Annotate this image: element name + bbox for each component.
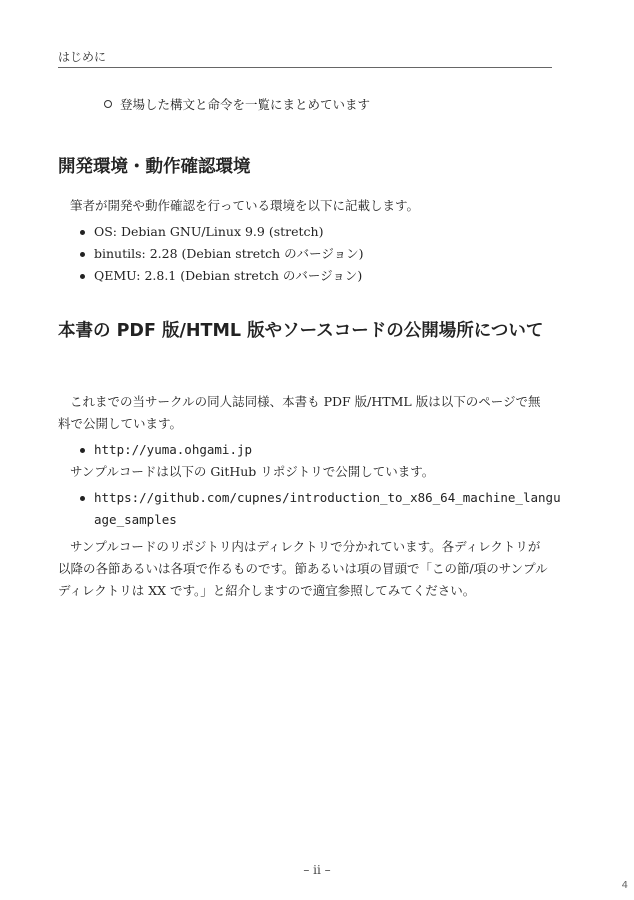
page-number: – ii – [303,863,331,877]
homepage-link[interactable]: http://yuma.ohgami.jp [58,439,252,461]
hollow-bullet-icon [104,100,112,108]
intro-sub-item [104,95,370,113]
running-header: はじめに [58,50,107,64]
pdf-section-heading: 本書の PDF 版/HTML 版やソースコードの公開場所について [58,321,544,341]
pdf-paragraph-3: サンプルコードのリポジトリ内はディレクトリで分かれています。各ディレクトリが以降の各節あるいは各項で作るものです。節あるいは項の冒頭で「この節/項のサンプルディレクトリは XX です。」と紹介しますので適宜参照してみてください。 [58,539,548,598]
env-list-item-os: OS: Debian GNU/Linux 9.9 (stretch) [58,221,364,243]
env-list-item-qemu: QEMU: 2.8.1 (Debian stretch のバージョン) [58,265,364,287]
env-list [58,221,364,287]
pdf-paragraph-1: これまでの当サークルの同人誌同様、本書も PDF 版/HTML 版は以下のページで無料で公開しています。 [58,394,541,431]
header-rule [58,67,552,68]
url-list-2 [58,487,564,531]
pdf-paragraph-2: サンプルコードは以下の GitHub リポジトリで公開しています。 [70,464,435,479]
intro-sub-item-text: 登場した構文と命令を一覧にまとめています [120,97,371,112]
url-list-1 [58,439,252,461]
env-section-heading: 開発環境・動作確認環境 [58,157,251,177]
corner-page-number: 4 [621,880,628,891]
env-paragraph: 筆者が開発や動作確認を行っている環境を以下に記載します。 [70,198,420,213]
github-link[interactable]: https://github.com/cupnes/introduction_to_x86_64_machine_language_samples [58,487,564,531]
env-list-item-binutils: binutils: 2.28 (Debian stretch のバージョン) [58,243,364,265]
